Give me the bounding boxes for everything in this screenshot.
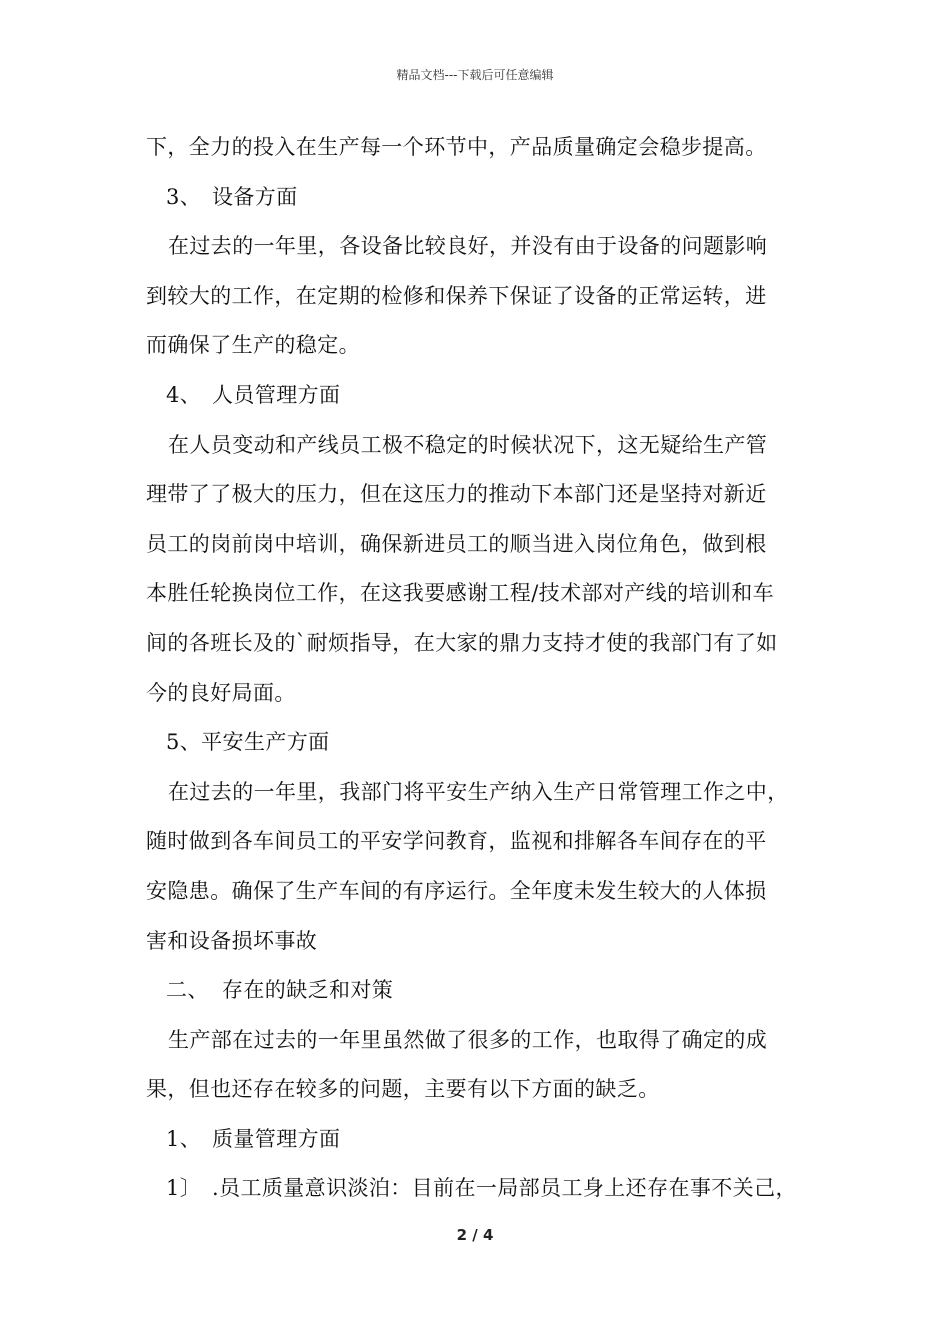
paragraph-line: 生产部在过去的一年里虽然做了很多的工作，也取得了确定的成 [168, 1027, 768, 1052]
heading-number: 二、 [166, 978, 209, 1003]
paragraph-line: 在人员变动和产线员工极不稳定的时候状况下，这无疑给生产管 [168, 432, 768, 457]
section-heading: 5、平安生产方面 [166, 730, 330, 755]
heading-number: 3、 [166, 184, 202, 209]
paragraph-line: 下，全力的投入在生产每一个环节中，产品质量确定会稳步提高。 [146, 135, 767, 159]
list-item-text: .员工质量意识淡泊：目前在一局部员工身上还存在事不关己， [212, 1176, 797, 1201]
heading-text: 质量管理方面 [212, 1126, 341, 1151]
paragraph-line: 本胜任轮换岗位工作，在这我要感谢工程/技术部对产线的培训和车 [146, 581, 775, 606]
paragraph-line: 害和设备损坏事故 [146, 928, 318, 953]
paragraph-line: 理带了了极大的压力，但在这压力的推动下本部门还是坚持对新近 [146, 482, 767, 507]
section-heading [146, 971, 814, 1021]
heading-text: 存在的缺乏和对策 [222, 978, 394, 1003]
list-item [146, 1169, 814, 1219]
paragraph-line: 员工的岗前岗中培训，确保新进员工的顺当进入岗位角色，做到根 [146, 531, 767, 556]
heading-text: 设备方面 [212, 184, 298, 209]
paragraph-line: 在过去的一年里，各设备比较良好，并没有由于设备的问题影响 [168, 234, 768, 259]
paragraph-line: 随时做到各车间员工的平安学问教育，监视和排解各车间存在的平 [146, 829, 767, 854]
page-number [0, 1226, 950, 1244]
paragraph-line: 到较大的工作，在定期的检修和保养下保证了设备的正常运转，进 [146, 283, 767, 308]
paragraph-line: 果，但也还存在较多的问题，主要有以下方面的缺乏。 [146, 1077, 660, 1102]
page-header [0, 66, 950, 83]
heading-number: 1、 [166, 1126, 202, 1151]
total-pages: 4 [482, 1226, 494, 1244]
header-text: 精品文档---下载后可任意编辑 [396, 68, 554, 82]
paragraph-line: 在过去的一年里，我部门将平安生产纳入生产日常管理工作之中， [168, 779, 789, 804]
heading-number: 4、 [166, 382, 202, 407]
page-separator: / [467, 1226, 483, 1244]
paragraph-line: 今的良好局面。 [146, 680, 296, 705]
paragraph-line: 间的各班长及的`耐烦指导，在大家的鼎力支持才使的我部门有了如 [146, 630, 778, 655]
list-item-number: 1〕 [166, 1176, 202, 1201]
document-body [146, 128, 814, 1219]
section-heading [146, 1120, 814, 1170]
paragraph-line: 安隐患。确保了生产车间的有序运行。全年度未发生较大的人体损 [146, 878, 767, 903]
paragraph-line: 而确保了生产的稳定。 [146, 333, 360, 358]
heading-text: 人员管理方面 [212, 382, 341, 407]
current-page: 2 [456, 1226, 468, 1244]
section-heading [146, 178, 814, 228]
section-heading [146, 376, 814, 426]
